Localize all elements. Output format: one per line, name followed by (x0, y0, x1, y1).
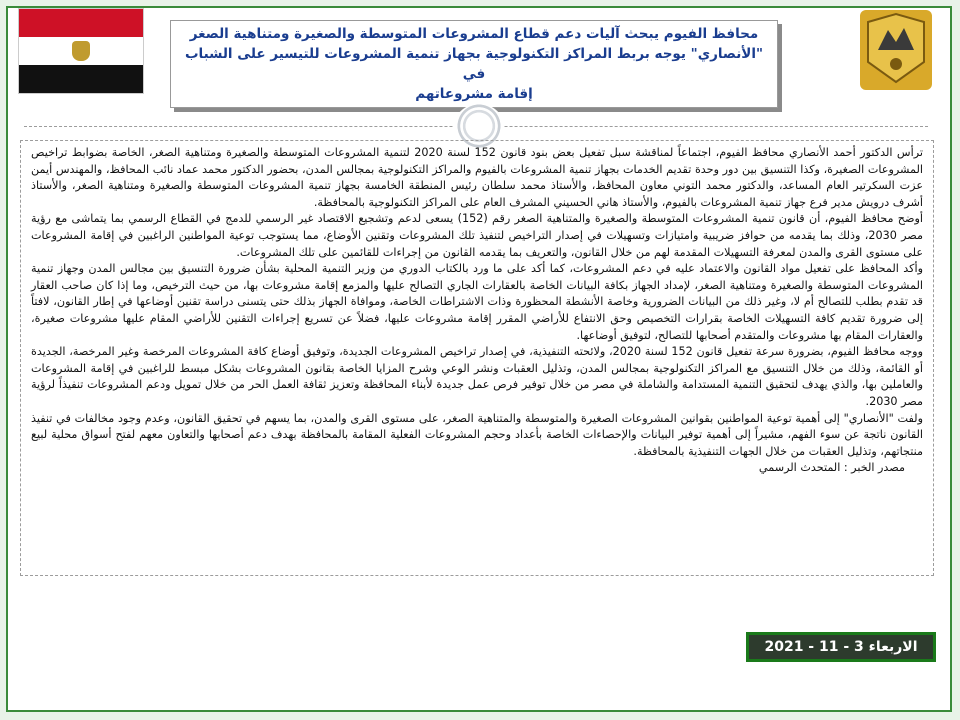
date-text: الاربعاء 3 - 11 - 2021 (764, 639, 918, 655)
news-source: مصدر الخبر : المتحدث الرسمي (758, 461, 905, 475)
date-bar (746, 632, 936, 662)
headline-line: "الأنصاري" يوجه بربط المراكز التكنولوجية بجهاز تنمية المشروعات للتيسير على الشباب في (184, 46, 763, 82)
headline-line: محافظ الفيوم يبحث آليات دعم قطاع المشروعات المتوسطة والصغيرة ومتناهية الصغر (189, 26, 759, 42)
fayoum-logo (860, 10, 932, 90)
article-paragraph: وأكد المحافظ على تفعيل مواد القانون والاعتماد عليه في دعم المشروعات، كما أكد على ما ورد بالكتاب الدوري من وزير التنمية المحلية بشأن ضرورة التنسيق بين مجالس المدن وجهاز تنمية المشروعات المتوسطة والصغيرة ومتناهية الصغر، لإمداد الجهاز بكافة البيانات الخاصة بالعقارات الجاري التصالح عليها والمزمع إقامة مشروعات بها، من حيث الترخيص، وما إذا كان صاحب العقار قد تقدم بطلب للتصالح أم لا، وغير ذلك من البيانات الضرورية وخاصة الأنشطة المحظورة وذات الاشتراطات الخاصة، وموافاة الجهاز بذلك حتى يتسنى دراسة تقنين أوضاعها في إطار القانون، لافتاً إلى ضرورة تقديم كافة التسهيلات الخاصة بقرارات التخصيص وحق الانتفاع للأراضي المقرر إقامة مشروعات عليها، فضلاً عن تسريع إجراءات التقنين للأراضي المقام عليها مشروعات صغيرة، والعقارات المقام بها مشروعات والمتقدم أصحابها للتصالح، لتوفيق أوضاعها. (31, 262, 923, 342)
article-paragraph: ترأس الدكتور أحمد الأنصاري محافظ الفيوم، اجتماعاً لمناقشة سبل تفعيل بعض بنود قانون 152 لسنة 2020 لتنمية المشروعات المتوسطة والصغيرة ومتناهية الصغر، الخاصة بضوابط تراخيص المشروعات الصغيرة، وكذا التنسيق بين دور وحدة تقديم الخدمات بجهاز تنمية المشروعات بالفيوم والمراكز التكنولوجية بمجالس المدن، بحضور الدكتور محمد عماد نائب المحافظ، والمهندس أيمن عزت السكرتير العام المساعد، والدكتور محمد التوني معاون المحافظ، والأستاذ محمد سلطان رئيس المنطقة الخامسة بجهاز تنمية المشروعات المتوسطة والصغيرة ومتناهية الصغر، والأستاذ أشرف درويش مدير فرع جهاز تنمية المشروعات بالفيوم، والأستاذ هاني الحسيني المشرف العام على المراكز التكنولوجية بالمحافظة. (31, 146, 923, 209)
headline-line: إقامة مشروعاتهم (415, 86, 533, 102)
article-paragraph: أوضح محافظ الفيوم، أن قانون تنمية المشروعات المتوسطة والصغيرة والمتناهية الصغر رقم (152) يسعى لدعم وتشجيع الاقتصاد غير الرسمي للدمج في القطاع الرسمي بما يتماشى مع رؤية مصر 2030، وذلك بما يقدمه من حوافز ضريبية وامتيازات وتسهيلات في إصدار التراخيص لتنفيذ تلك المشروعات وتقنين الأوضاع، مما يستوجب توعية المواطنين الراغبين في إقامة المشروعات على مستوى القرى والمدن لمعرفة التسهيلات المقدمة لهم من خلال القانون، والتعريف بما يقدمه القانون من إجراءات للقائمين على تلك المشروعات. (31, 212, 923, 259)
article-paragraph: ولفت "الأنصاري" إلى أهمية توعية المواطنين بقوانين المشروعات الصغيرة والمتوسطة والمتناهية الصغر، على مستوى القرى والمدن، بما يسهم في تحقيق القانون، وعدم وجود مخالفات في تنفيذ القانون ناتجة عن سوء الفهم، مشيراً إلى أهمية توفير البيانات والإحصاءات الخاصة بأعداد وحجم المشروعات الفعلية المقامة بالمحافظة بهدف دعم أصحابها والتعاون معهم لفتح أسواق محلية لبيع منتجاتهم، وتذليل العقبات من خلال الجهات التنفيذية بالمحافظة. (31, 411, 923, 458)
article-paragraph: ووجه محافظ الفيوم، بضرورة سرعة تفعيل قانون 152 لسنة 2020، ولائحته التنفيذية، في إصدار تراخيص المشروعات الجديدة، وتوفيق أوضاع كافة المشروعات المرخصة وغير المرخصة، الجديدة أو القائمة، وذلك من خلال التنسيق مع المراكز التكنولوجية بمجالس المدن، وتذليل العقبات ونشر الوعي وشرح المزايا الخاصة بقانون المشروعات بشكل مبسط للراغبين في إقامة المشروعات والعاملين بها، والذي يهدف لتحقيق التنمية المستدامة والشاملة في مصر من خلال توفير فرص عمل جديدة لأبناء المحافظة وتعزيز ثقافة العمل الحر من خلال تمويل ودعم المشروعات تنفيذاً لرؤية مصر 2030. (31, 345, 923, 408)
egypt-flag-icon (18, 8, 144, 94)
headline-box (170, 20, 778, 108)
article-body (20, 140, 934, 576)
